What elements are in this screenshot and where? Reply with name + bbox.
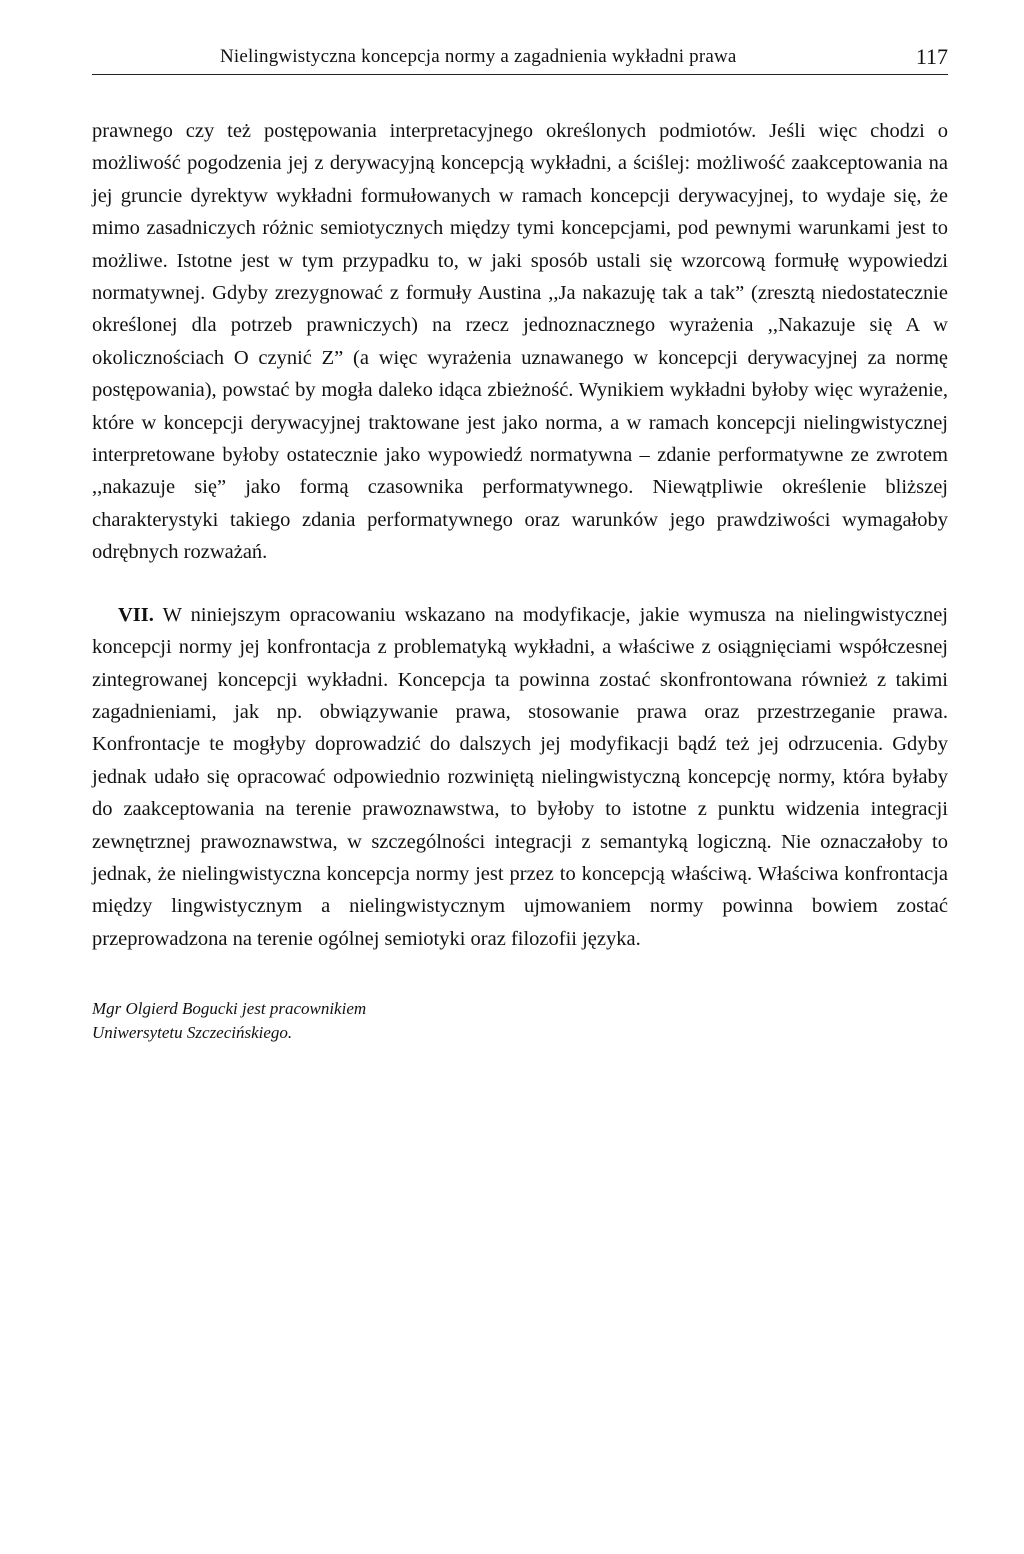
- author-note: [92, 997, 948, 1045]
- author-note-line-2: Uniwersytetu Szczecińskiego.: [92, 1023, 293, 1043]
- section-number: VII.: [118, 603, 154, 626]
- document-page: [92, 40, 948, 1045]
- section-text: W niniejszym opracowaniu wskazano na modyfikacje, jakie wymusza na nielingwistycznej koncepcji normy jej konfrontacja z problematyką wykładni, a właściwe z osiągnięciami współczesnej zintegrowanej koncepcji wykładni. Koncepcja ta powinna zostać skonfrontowana również z takimi zagadnieniami, jak np. obwiązywanie prawa, stosowanie prawa oraz przestrzeganie prawa. Konfrontacje te mogłyby doprowadzić do dalszych jej modyfikacji bądź też jej odrzucenia. Gdyby jednak udało się opracować odpowiednio rozwiniętą nielingwistyczną koncepcję normy, która byłaby do zaakceptowania na terenie prawoznawstwa, to byłoby to istotne z punktu widzenia integracji zewnętrznej prawoznawstwa, w szczególności integracji z semantyką logiczną. Nie oznaczałoby to jednak, że nielingwistyczna koncepcja normy jest przez to koncepcją właściwą. Właściwa konfrontacja między lingwistycznym a nielingwistycznym ujmowaniem normy powinna bowiem zostać przeprowadzona na terenie ogólnej semiotyki oraz filozofii języka.: [92, 603, 948, 950]
- body-text: [92, 115, 948, 955]
- running-header: [92, 40, 948, 75]
- page-number: 117: [915, 44, 948, 69]
- section-vii-paragraph: [92, 599, 948, 955]
- author-note-line-1: Mgr Olgierd Bogucki jest pracownikiem: [92, 999, 367, 1019]
- running-title: Nielingwistyczna koncepcja normy a zagadnienia wykładni prawa: [220, 46, 737, 67]
- continued-paragraph: prawnego czy też postępowania interpretacyjnego określonych podmiotów. Jeśli więc chodzi o możliwość pogodzenia jej z derywacyjną koncepcją wykładni, a ściślej: możliwość zaakceptowania na jej gruncie dyrektyw wykładni formułowanych w ramach koncepcji derywacyjnej, to wydaje się, że mimo zasadniczych różnic semiotycznych między tymi koncepcjami, pod pewnymi warunkami jest to możliwe. Istotne jest w tym przypadku to, w jaki sposób ustali się wzorcową formułę wypowiedzi normatywnej. Gdyby zrezygnować z formuły Austina ,,Ja nakazuję tak a tak” (zresztą niedostatecznie określonej dla potrzeb prawniczych) na rzecz jednoznacznego wyrażenia ,,Nakazuje się A w okolicznościach O czynić Z” (a więc wyrażenia uznawanego w koncepcji derywacyjnej za normę postępowania), powstać by mogła daleko idąca zbieżność. Wynikiem wykładni byłoby więc wyrażenie, które w koncepcji derywacyjnej traktowane jest jako norma, a w ramach koncepcji nielingwistycznej interpretowane byłoby ostatecznie jako wypowiedź normatywna – zdanie performatywne ze zwrotem ,,nakazuje się” jako formą czasownika performatywnego. Niewątpliwie określenie bliższej charakterystyki takiego zdania performatywnego oraz warunków jego prawdziwości wymagałoby odrębnych rozważań.: [92, 120, 948, 564]
